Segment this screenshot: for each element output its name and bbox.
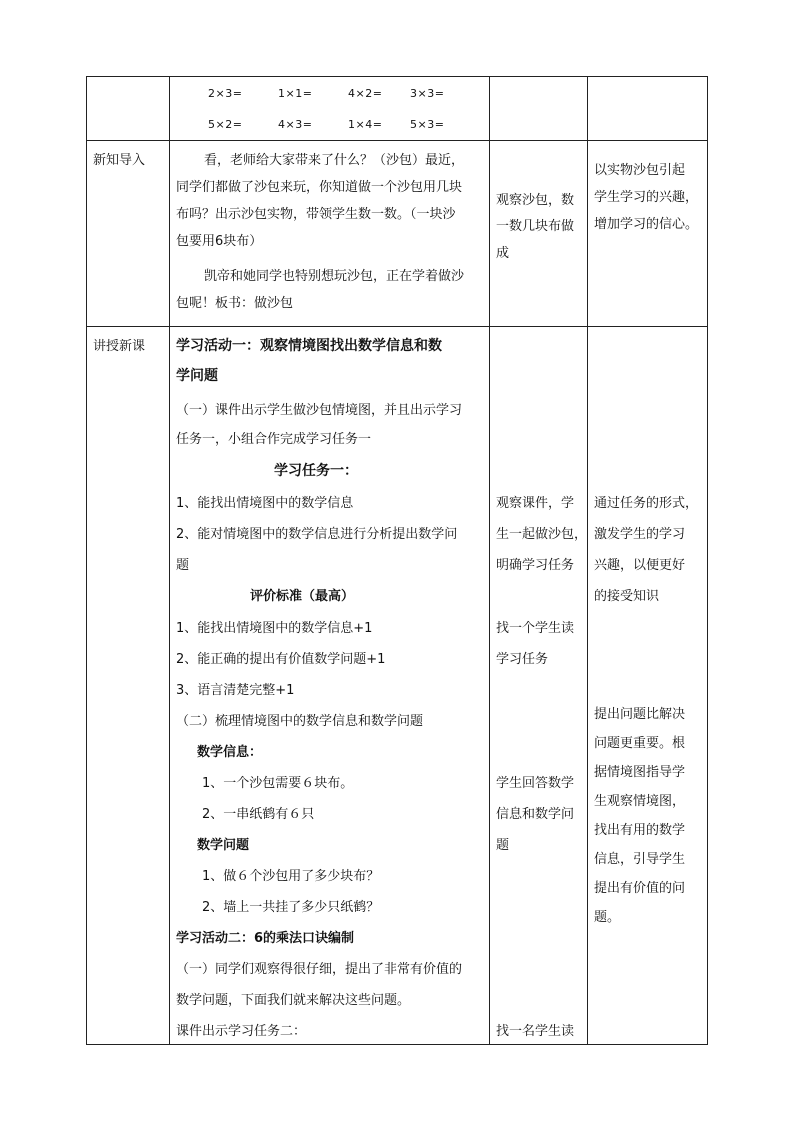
task-title: 学习任务一：: [274, 463, 358, 479]
text-line: 布吗？出示沙包实物，带领学生数一数。（一块沙: [176, 207, 456, 222]
table-row: [87, 77, 708, 141]
text-line: （二）梳理情境图中的数学信息和数学问题: [176, 714, 424, 729]
equation: 5×3=: [410, 118, 445, 131]
text-line: 题: [496, 838, 510, 853]
text-line: 观察课件，学: [496, 496, 575, 511]
lesson-plan-table: [86, 76, 708, 1045]
equation: 4×2=: [348, 87, 383, 100]
text-line: 一数几块布做: [496, 219, 575, 234]
text-line: 看，老师给大家带来了什么？（沙包）最近，: [204, 153, 465, 168]
equations-cell: [170, 77, 490, 141]
text-line: 凯帝和她同学也特别想玩沙包，正在学着做沙: [204, 269, 465, 284]
design-intent-cell: [588, 327, 708, 1045]
text-line: 通过任务的形式，: [594, 496, 699, 511]
equation: 1×1=: [278, 87, 313, 100]
text-line: 1、做６个沙包用了多少块布？: [202, 869, 380, 884]
text-line: 问题更重要。根: [594, 736, 686, 751]
text-line: 信息，引导学生: [594, 852, 686, 867]
text-line: 1、一个沙包需要６块布。: [202, 776, 354, 791]
text-line: 明确学习任务: [496, 558, 575, 573]
stage-label: 讲授新课: [87, 327, 170, 1045]
question-title: 数学问题: [197, 838, 250, 853]
intent-cell-empty: [588, 77, 708, 141]
text-line: 1、能找出情境图中的数学信息: [176, 496, 354, 511]
text-line: 生观察情境图，: [594, 794, 686, 809]
stage-label: 新知导入: [87, 141, 170, 327]
text-line: 激发学生的学习: [594, 527, 686, 542]
text-line: 课件出示学习任务二：: [176, 1024, 307, 1039]
text-line: 2、能对情境图中的数学信息进行分析提出数学问: [176, 527, 458, 542]
text-line: 题。: [594, 910, 621, 925]
teacher-activity-cell: [170, 141, 490, 327]
table-row: [87, 141, 708, 327]
design-intent-cell: [588, 141, 708, 327]
text-line: 找一个学生读: [496, 621, 575, 636]
text-line: 2、能正确的提出有价值数学问题+1: [176, 652, 386, 667]
text-line: 任务一，小组合作完成学习任务一: [176, 432, 372, 447]
text-line: 包呢！板书：做沙包: [176, 296, 294, 311]
equation: 3×3=: [410, 87, 445, 100]
equation: 4×3=: [278, 118, 313, 131]
text-line: 1、能找出情境图中的数学信息+1: [176, 621, 373, 636]
text-line: 题: [176, 558, 190, 573]
activity-title: 学习活动一：观察情境图找出数学信息和数: [176, 338, 442, 354]
student-activity-cell: [490, 141, 588, 327]
text-line: 包要用6块布）: [176, 234, 263, 249]
text-line: （一）课件出示学生做沙包情境图，并且出示学习: [176, 403, 463, 418]
student-activity-cell: [490, 327, 588, 1045]
activity-title: 学习活动二：6的乘法口诀编制: [176, 931, 355, 946]
text-line: 学生学习的兴趣，: [594, 190, 699, 205]
text-line: 3、语言清楚完整+1: [176, 683, 295, 698]
text-line: 观察沙包，数: [496, 193, 575, 208]
student-cell-empty: [490, 77, 588, 141]
activity-title: 学问题: [176, 368, 218, 384]
equation: 5×2=: [208, 118, 243, 131]
text-line: 2、墙上一共挂了多少只纸鹤？: [202, 900, 380, 915]
text-line: 提出有价值的问: [594, 881, 686, 896]
text-line: 找出有用的数学: [594, 823, 686, 838]
text-line: 生一起做沙包，: [496, 527, 588, 542]
text-line: 成: [496, 246, 510, 261]
text-line: 学生回答数学: [496, 776, 575, 791]
text-line: 据情境图指导学: [594, 765, 686, 780]
stage-cell-empty: [87, 77, 170, 141]
text-line: 信息和数学问: [496, 807, 575, 822]
text-line: 的接受知识: [594, 589, 660, 604]
text-line: 学习任务: [496, 652, 549, 667]
table-row: [87, 327, 708, 1045]
text-line: 提出问题比解决: [594, 707, 686, 722]
info-title: 数学信息：: [197, 745, 263, 760]
text-line: 2、一串纸鹤有６只: [202, 807, 315, 822]
equation: 2×3=: [208, 87, 243, 100]
eval-title: 评价标准（最高）: [250, 589, 355, 604]
teacher-activity-cell: [170, 327, 490, 1045]
text-line: 增加学习的信心。: [594, 217, 699, 232]
text-line: 兴趣，以便更好: [594, 558, 686, 573]
equation: 1×4=: [348, 118, 383, 131]
text-line: 同学们都做了沙包来玩，你知道做一个沙包用几块: [176, 180, 463, 195]
text-line: 找一名学生读: [496, 1024, 575, 1039]
text-line: 数学问题，下面我们就来解决这些问题。: [176, 993, 411, 1008]
text-line: 以实物沙包引起: [594, 163, 686, 178]
text-line: （一）同学们观察得很仔细，提出了非常有价值的: [176, 962, 463, 977]
